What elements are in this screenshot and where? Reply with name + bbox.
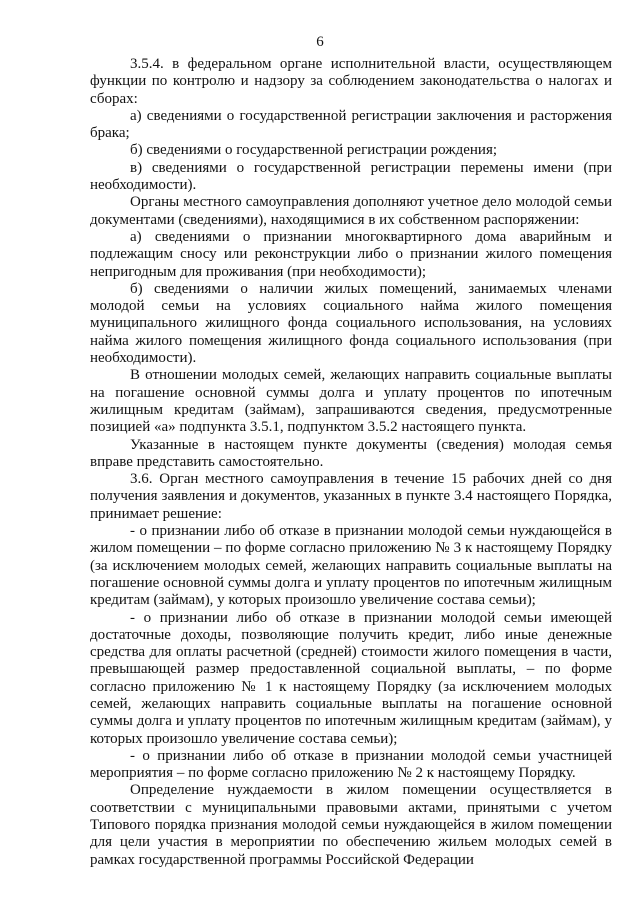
paragraph-birth-info: б) сведениями о государственной регистрации рождения; <box>130 142 498 159</box>
paragraph-marriage-info: а) сведениями о государственной регистрации заключения и расторжения брака; <box>90 107 612 142</box>
document-body <box>90 56 612 869</box>
paragraph-need-determination: Определение нуждаемости в жилом помещении осуществляется в соответствии с муниципальными правовыми актами, принятыми с учетом Типового порядка признания молодой семьи нуждающейся в жилом помещении для цели участия в мероприятии по обеспечению жильем молодых семей в рамках государственной программы Российской Федерации <box>90 782 612 868</box>
paragraph-emergency-housing: а) сведениями о признании многоквартирного дома аварийным и подлежащим сносу или реконструкции либо о признании жилого помещения непригодным для проживания (при необходимости); <box>90 228 612 280</box>
paragraph-name-change-info: в) сведениями о государственной регистрации перемены имени (при необходимости). <box>90 159 612 194</box>
paragraph-decision-need: - о признании либо об отказе в признании молодой семьи нуждающейся в жилом помещении – по форме согласно приложению № 3 к настоящему Порядку (за исключением молодых семей, желающих направить социальные выплаты на погашение основной суммы долга и уплату процентов по ипотечным жилищным кредитам (займам), у которых произошло увеличение состава семьи); <box>90 523 612 609</box>
paragraph-social-housing: б) сведениями о наличии жилых помещений, занимаемых членами молодой семьи на условиях социального найма жилого помещения муниципального жилищного фонда социального использования, на условиях найма жилого помещения жилищного фонда социального использования (при необходимости). <box>90 280 612 367</box>
paragraph-3-6: 3.6. Орган местного самоуправления в течение 15 рабочих дней со дня получения заявления и документов, указанных в пункте 3.4 настоящего Порядка, принимает решение: <box>90 471 612 522</box>
paragraph-mortgage-families: В отношении молодых семей, желающих направить социальные выплаты на погашение основной суммы долга и уплату процентов по ипотечным жилищным кредитам (займам), запрашиваются сведения, предусмотренные позицией «а» подпункта 3.5.1, подпунктом 3.5.2 настоящего пункта. <box>90 367 612 436</box>
paragraph-self-submission: Указанные в настоящем пункте документы (сведения) молодая семья вправе представить самостоятельно. <box>90 436 612 470</box>
paragraph-3-5-4: 3.5.4. в федеральном органе исполнительной власти, осуществляющем функции по контролю и надзору за соблюдением законодательства о налогах и сборах: <box>90 56 612 107</box>
paragraph-decision-participant: - о признании либо об отказе в признании молодой семьи участницей мероприятия – по форме согласно приложению № 2 к настоящему Порядку. <box>90 747 612 782</box>
page-number: 6 <box>316 34 324 50</box>
paragraph-decision-income: - о признании либо об отказе в признании молодой семьи имеющей достаточные доходы, позволяющие получить кредит, либо иные денежные средства для оплаты расчетной (средней) стоимости жилого помещения в части, превышающей размер предоставленной социальной выплаты, – по форме согласно приложению № 1 к настоящему Порядку (за исключением молодых семей, желающих направить социальные выплаты на погашение основной суммы долга и уплату процентов по ипотечным жилищным кредитам (займам), у которых произошло увеличение состава семьи); <box>90 609 612 747</box>
paragraph-local-authorities: Органы местного самоуправления дополняют учетное дело молодой семьи документами (сведениями), находящимися в их собственном распоряжении: <box>90 194 612 228</box>
